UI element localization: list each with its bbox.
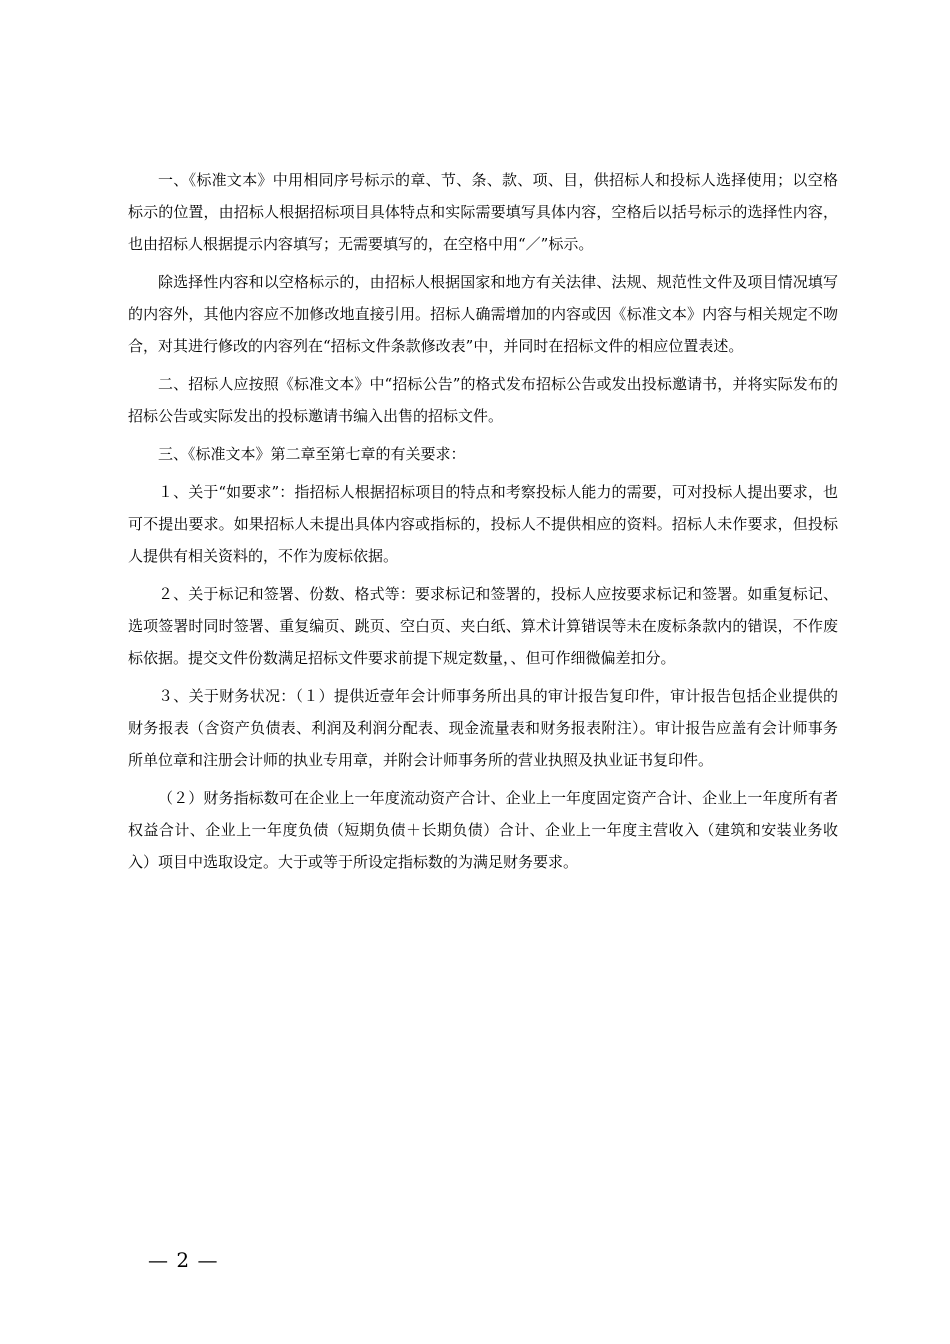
paragraph-2-direct-citation: 除选择性内容和以空格标示的，由招标人根据国家和地方有关法律、法规、规范性文件及项目情况填写的内容外，其他内容应不加修改地直接引用。招标人确需增加的内容或因《标准文本》内容与相关规定不吻合，对其进行修改的内容列在“招标文件条款修改表”中，并同时在招标文件的相应位置表述。: [128, 273, 838, 355]
paragraph-8-financial-indicators: （２）财务指标数可在企业上一年度流动资产合计、企业上一年度固定资产合计、企业上一年度所有者权益合计、企业上一年度负债（短期负债＋长期负债）合计、企业上一年度主营收入（建筑和安装业务收入）项目中选取设定。大于或等于所设定指标数的为满足财务要求。: [128, 789, 838, 871]
page-number: — 2 —: [148, 1248, 219, 1272]
paragraph-6-marking-signing: ２、关于标记和签署、份数、格式等：要求标记和签署的，投标人应按要求标记和签署。如重复标记、选项签署时同时签署、重复编页、跳页、空白页、夹白纸、算术计算错误等未在废标条款内的错误，不作废标依据。提交文件份数满足招标文件要求前提下规定数量，、但可作细微偏差扣分。: [128, 585, 838, 667]
document-body: [128, 164, 838, 884]
paragraph-1-general-usage: 一、《标准文本》中用相同序号标示的章、节、条、款、项、目，供招标人和投标人选择使用；以空格标示的位置，由招标人根据招标项目具体特点和实际需要填写具体内容，空格后以括号标示的选择性内容，也由招标人根据提示内容填写；无需要填写的，在空格中用“／”标示。: [128, 171, 838, 253]
paragraph-4-chapter-requirements: 三、《标准文本》第二章至第七章的有关要求：: [158, 445, 466, 463]
paragraph-5-if-required: １、关于“如要求”：指招标人根据招标项目的特点和考察投标人能力的需要，可对投标人提出要求，也可不提出要求。如果招标人未提出具体内容或指标的，投标人不提供相应的资料。招标人未作要求，但投标人提供有相关资料的，不作为废标依据。: [128, 483, 838, 565]
paragraph-7-financial-status: ３、关于财务状况：（１）提供近壹年会计师事务所出具的审计报告复印件，审计报告包括企业提供的财务报表（含资产负债表、利润及利润分配表、现金流量表和财务报表附注）。审计报告应盖有会计师事务所单位章和注册会计师的执业专用章，并附会计师事务所的营业执照及执业证书复印件。: [128, 687, 838, 769]
paragraph-3-tender-announcement: 二、招标人应按照《标准文本》中“招标公告”的格式发布招标公告或发出投标邀请书，并将实际发布的招标公告或实际发出的投标邀请书编入出售的招标文件。: [128, 375, 838, 425]
